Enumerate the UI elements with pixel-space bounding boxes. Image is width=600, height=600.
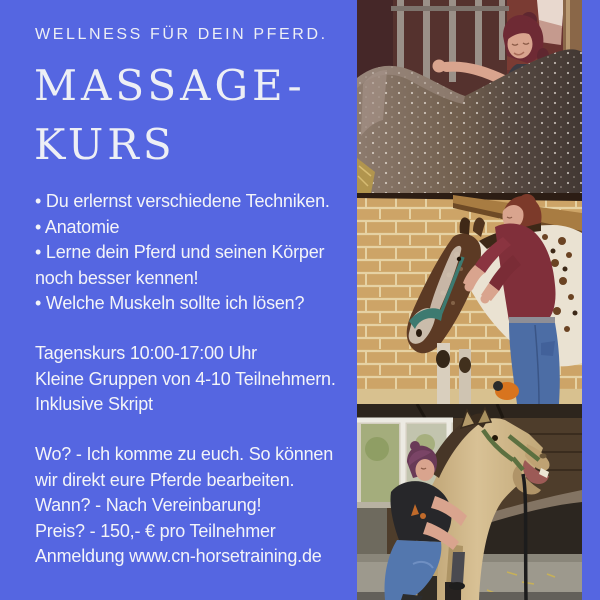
booking-info [35, 442, 333, 570]
bullet-line: • Anatomie [35, 216, 120, 237]
booking-info-line: Wo? - Ich komme zu euch. So können [35, 444, 334, 464]
course-detail-line: Inklusive Skript [35, 394, 153, 415]
tagline: WELLNESS FÜR DEIN PFERD. [35, 26, 328, 43]
course-title [34, 56, 306, 174]
bullet-line: • Du erlernst verschiedene Techniken. [35, 191, 330, 211]
course-detail-line: Kleine Gruppen von 4-10 Teilnehmern. [35, 368, 336, 389]
photo-grey-horse-illustration [357, 0, 582, 193]
bullet-line: • Welche Muskeln sollte ich lösen? [35, 293, 305, 314]
photo-buckskin-horse-massage [357, 404, 582, 600]
photo-buckskin-illustration [357, 404, 582, 600]
booking-info-line: Wann? - Nach Vereinbarung! [35, 495, 262, 516]
course-details [35, 341, 336, 418]
photo-grey-horse-back-massage [357, 0, 582, 193]
course-title-line: MASSAGE- [34, 61, 306, 110]
bullet-line: noch besser kennen! [35, 267, 199, 288]
photo-appaloosa-illustration [357, 193, 582, 404]
photo-column [357, 0, 582, 600]
course-detail-line: Tagenskurs 10:00-17:00 Uhr [35, 343, 257, 363]
booking-info-line: wir direkt eure Pferde bearbeiten. [35, 469, 295, 490]
booking-info-line: Anmeldung www.cn-horsetraining.de [35, 546, 322, 567]
booking-info-line: Preis? - 150,- € pro Teilnehmer [35, 520, 276, 541]
bullet-list [35, 189, 330, 317]
course-title-line: KURS [34, 120, 176, 169]
photo-appaloosa-horse-massage [357, 193, 582, 404]
bullet-line: • Lerne dein Pferd und seinen Körper [35, 242, 325, 263]
